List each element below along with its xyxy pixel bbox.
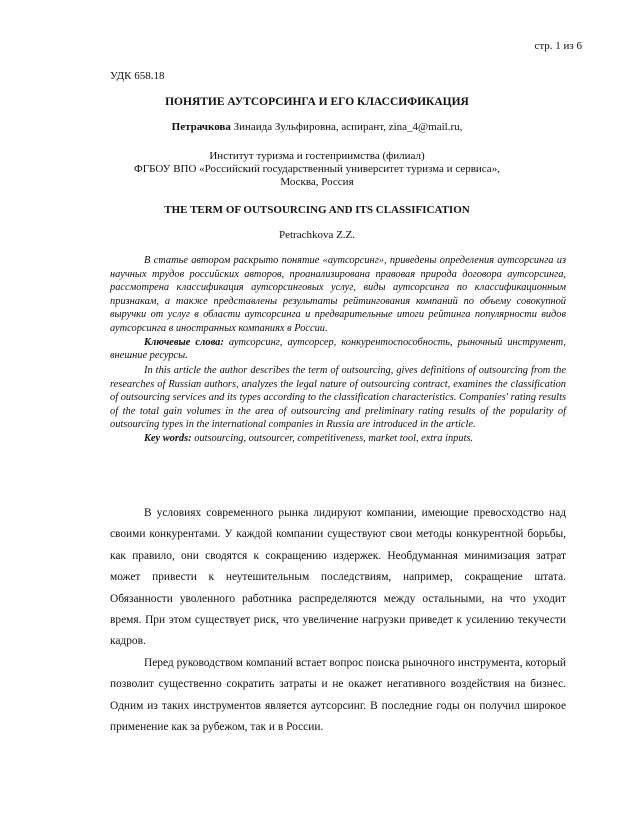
affiliation-line: Институт туризма и гостеприимства (филиал): [209, 150, 425, 162]
author-en: Petrachkova Z.Z.: [278, 229, 356, 241]
body-paragraph: Перед руководством компаний встает вопрос поиска рыночного инструмента, который позволит существенно сократить затраты и не окажет негативного воздействия на бизнес. Одним из таких инструментов является аутсорсинг. В последние годы он получил широкое применение как за рубежом, так и в России.: [110, 656, 566, 734]
keywords-en-text: outsourcing, outsourcer, competitiveness, market tool, extra inputs.: [191, 432, 474, 444]
keywords-ru: [110, 336, 566, 363]
author-line: [0, 121, 634, 133]
udk-code: УДК 658.18: [110, 70, 165, 82]
affiliation-line: Москва, Россия: [280, 176, 354, 189]
keywords-ru-label: Ключевые слова:: [144, 336, 224, 348]
paper-title-en: THE TERM OF OUTSOURCING AND ITS CLASSIFICATION: [164, 204, 470, 216]
affiliation: [0, 150, 634, 190]
author-details: Зинаида Зульфировна, аспирант, zina_4@mail.ru,: [230, 121, 463, 133]
body-paragraph: В условиях современного рынка лидируют компании, имеющие превосходство над своими конкурентами. У каждой компании существуют свои методы конкурентной борьбы, как правило, они сводятся к сокращению издержек. Необдуманная минимизация затрат может привести к неутешительным последствиям, например, сокращение штата. Обязанности уволенного работника распределяются между остальными, на что уходит время. При этом существует риск, что увеличение нагрузки приведет к усилению текучести кадров.: [110, 507, 566, 648]
author-surname: Петрачкова: [171, 121, 231, 133]
keywords-en: [110, 432, 566, 446]
abstract-ru: [110, 254, 566, 363]
abstract-en-text: In this article the author describes the term of outsourcing, gives definitions of outsourcing from the researches of Russian authors, analyzes the legal nature of outsourcing contract, examines the classification of outsourcing services and its types according to the classification characteristics. Companies' rating results of the total gain volumes in the area of outsourcing and preliminary rating results of the popularity of outsourcing types in the international companies in Russia are introduced in the article.: [110, 365, 566, 431]
body-text: [110, 503, 566, 738]
affiliation-line: ФГБОУ ВПО «Российский государственный университет туризма и сервиса»,: [134, 163, 500, 176]
keywords-ru-text: аутсорсинг, аутсорсер, конкурентоспособность, рыночный инструмент, внешние ресурсы.: [110, 336, 566, 362]
page-number: стр. 1 из 6: [534, 40, 582, 52]
abstract-ru-text: В статье автором раскрыто понятие «аутсорсинг», приведены определения аутсорсинга из научных трудов российских авторов, проанализирована правовая природа договора аутсорсинга, рассмотрена классификация аутсорсинговых услуг, виды аутсорсинга по классификационным признакам, а также представлены результаты рейтингования компаний по объему совокупной выручки от услуг в области аутсорсинга и предварительные итоги рейтинга популярности видов аутсорсинга в иностранных компаниях в России.: [110, 255, 566, 334]
paper-title-ru: ПОНЯТИЕ АУТСОРСИНГА И ЕГО КЛАССИФИКАЦИЯ: [165, 96, 469, 108]
abstract-en: [110, 364, 566, 446]
keywords-en-label: Key words:: [144, 432, 192, 444]
